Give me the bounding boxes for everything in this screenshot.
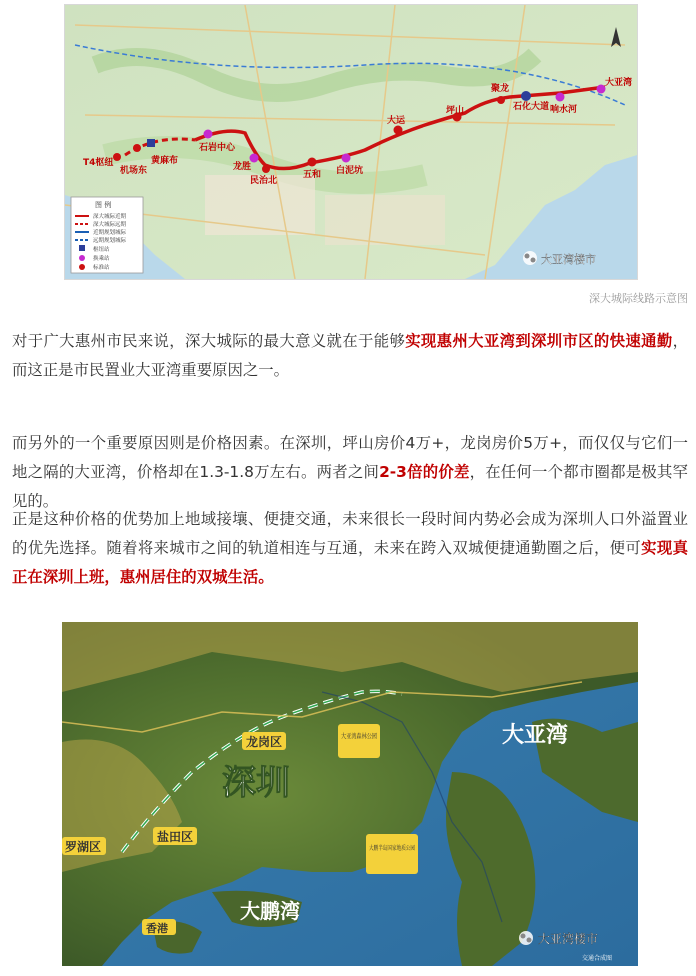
legend-item: 远期规划城际 <box>93 238 127 244</box>
map-legend <box>71 197 143 273</box>
paragraph-text: 而另外的一个重要原因则是价格因素。在深圳，坪山房价4万+，龙岗房价5万+，而仅仅与它们一地之隔的大亚湾，价格却在1.3-1.8万左右。两者之间 <box>12 434 688 481</box>
station-label: T4枢纽 <box>83 158 114 168</box>
big-label-dapeng: 大鹏湾 <box>240 899 300 923</box>
paragraph-3 <box>12 505 688 592</box>
paragraph-2 <box>12 429 688 516</box>
paragraph-1 <box>12 327 688 385</box>
district-label: 盐田区 <box>157 830 194 844</box>
district-label: 香港 <box>146 922 168 935</box>
legend-item: 标准站 <box>93 265 110 271</box>
watermark-text: 大亚湾楼市 <box>541 253 596 266</box>
small-label: 大亚湾森林公园 <box>341 732 387 740</box>
station-label: 石岩中心 <box>199 143 236 153</box>
route-map-image <box>64 4 638 280</box>
station-label: 响水河 <box>550 105 578 115</box>
paragraph-text: 正是这种价格的优势加上地域接壤、便捷交通，未来很长一段时间内势必会成为深圳人口外溢置业的优先选择。随着将来城市之间的轨道相连与互通，未来在跨入双城便捷通勤圈之后，便可 <box>12 510 688 557</box>
paragraph-text: ，在任何一个都市圈都是极其罕见的。 <box>12 463 688 510</box>
footnote-text: 交通合成图 <box>582 955 613 962</box>
station-label: 坪山 <box>446 106 465 116</box>
district-label: 罗湖区 <box>65 840 102 854</box>
big-label-dayawan: 大亚湾 <box>502 723 569 748</box>
highlight-text: 实现真正在深圳上班，惠州居住的双城生活。 <box>12 539 688 586</box>
station-label: 大运 <box>387 116 406 126</box>
station-label: 机场东 <box>120 166 148 176</box>
district-label: 龙岗区 <box>246 735 283 749</box>
watermark-text: 大亚湾楼市 <box>538 932 599 946</box>
station-label: 石化大道 <box>513 102 550 112</box>
paragraph-text: 对于广大惠州市民来说，深大城际的最大意义就在于能够 <box>12 332 406 350</box>
legend-title: 图 例 <box>95 201 112 209</box>
station-label: 五和 <box>303 170 322 180</box>
station-label: 黄麻布 <box>151 156 179 166</box>
watermark <box>523 251 596 266</box>
legend-item: 深大城际近期 <box>93 214 127 220</box>
big-label-shenzhen: 深圳 <box>222 763 290 803</box>
highlight-text: 2-3倍的价差 <box>379 463 470 481</box>
legend-item: 深大城际远期 <box>93 222 127 228</box>
station-label: 龙胜 <box>233 162 252 172</box>
legend-item: 枢纽站 <box>93 247 110 253</box>
highlight-text: 实现惠州大亚湾到深圳市区的快速通勤 <box>405 332 673 350</box>
station-label: 白泥坑 <box>336 166 364 176</box>
station-label: 聚龙 <box>491 84 510 94</box>
station-label: 民治北 <box>250 176 278 186</box>
small-label: 大鹏半岛国家地质公园 <box>369 845 429 852</box>
region-map-image <box>62 622 638 966</box>
paragraph-text: ，而这正是市民置业大亚湾重要原因之一。 <box>12 332 688 379</box>
legend-item: 近期规划城际 <box>93 230 127 236</box>
station-label: 大亚湾 <box>605 78 633 88</box>
image-caption: 深大城际线路示意图 <box>589 292 688 305</box>
legend-item: 换乘站 <box>93 256 110 262</box>
